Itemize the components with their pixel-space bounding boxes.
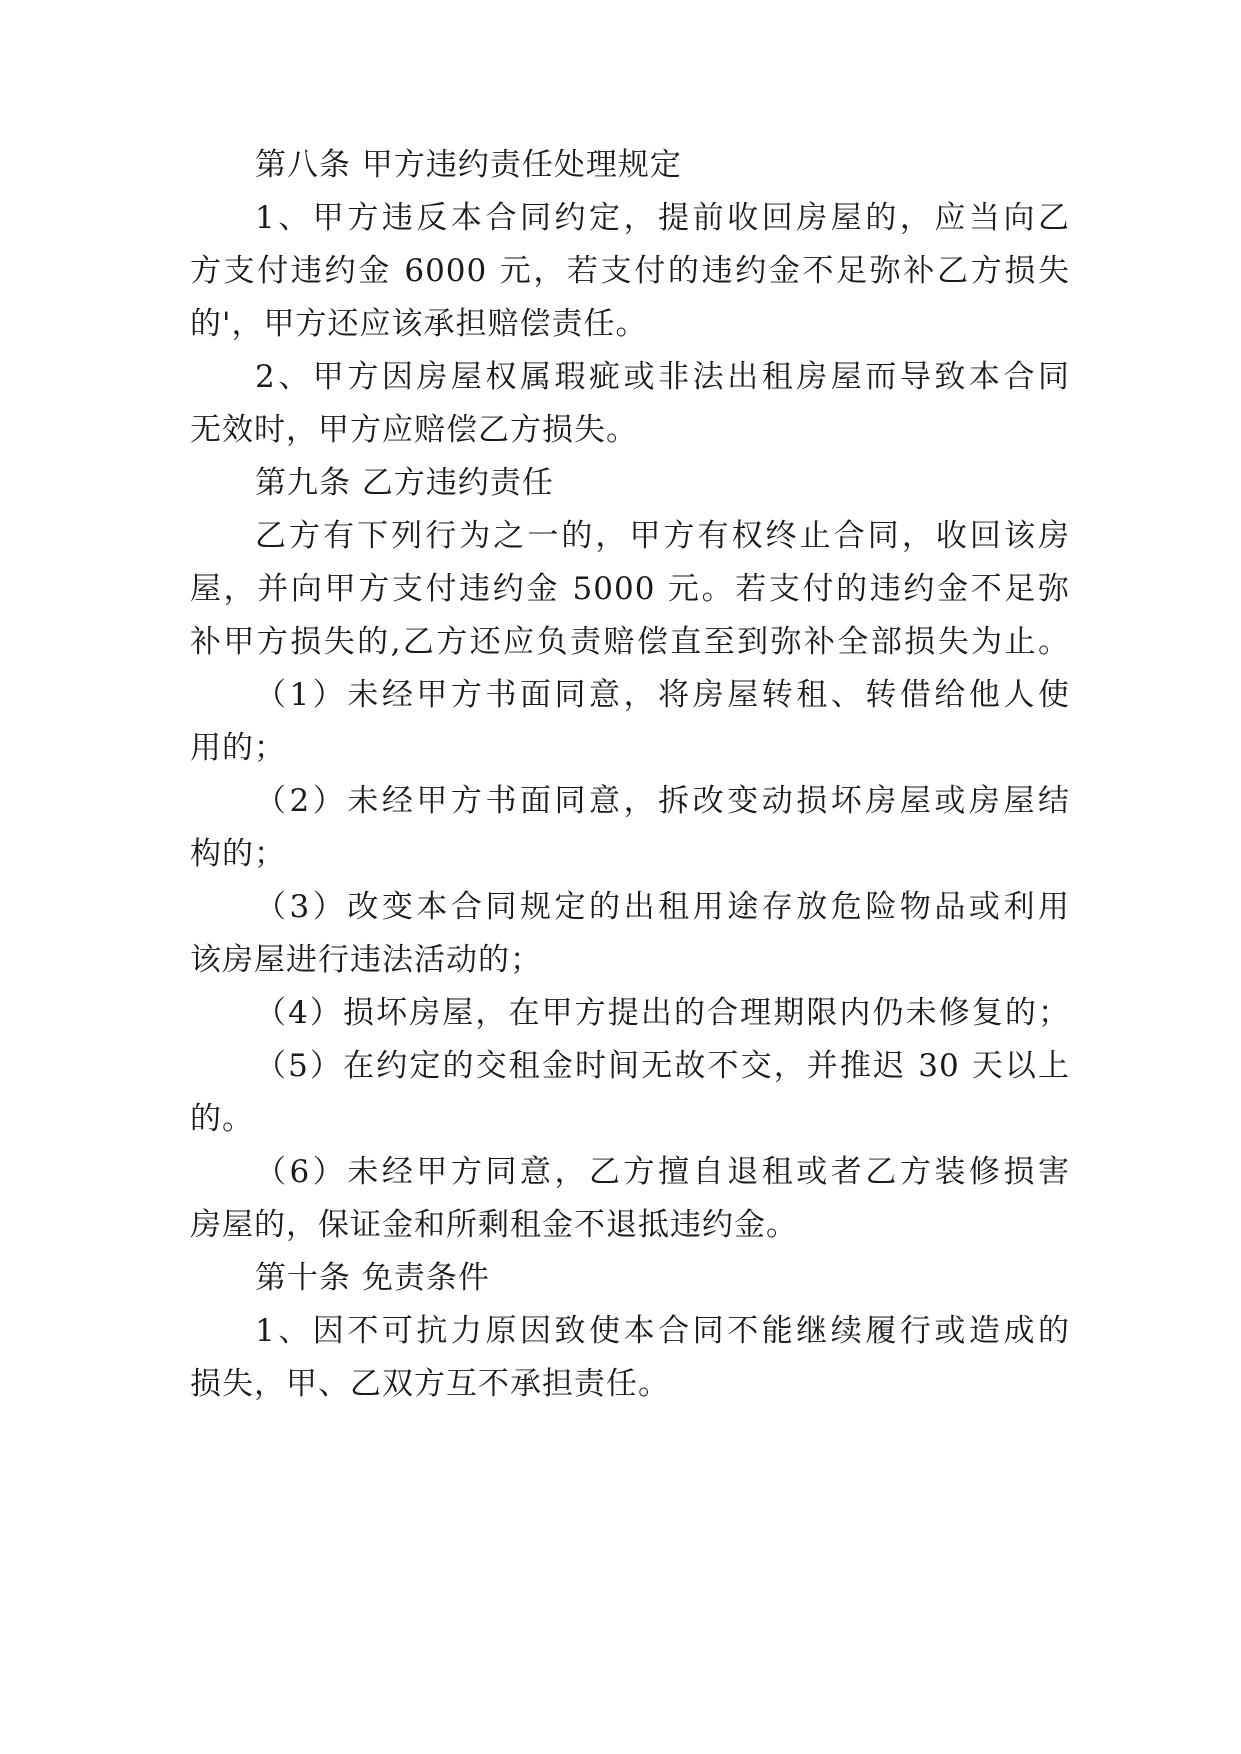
list-item-line: （6）未经甲方同意，乙方擅自退租或者乙方装修损害 bbox=[255, 1154, 1070, 1190]
paragraph-line: 1、甲方违反本合同约定，提前收回房屋的，应当向乙 bbox=[255, 200, 1070, 236]
article-9-heading: 第九条 乙方违约责任 bbox=[255, 465, 554, 501]
paragraph-line: 1、因不可抗力原因致使本合同不能继续履行或造成的 bbox=[255, 1313, 1070, 1349]
list-item-line: （1）未经甲方书面同意，将房屋转租、转借给他人使 bbox=[255, 677, 1070, 713]
list-item-line: （2）未经甲方书面同意，拆改变动损坏房屋或房屋结 bbox=[255, 783, 1070, 819]
list-item-line: 构的； bbox=[190, 836, 286, 872]
list-item-line: （4）损坏房屋，在甲方提出的合理期限内仍未修复的； bbox=[255, 995, 1070, 1031]
list-item-line: （5）在约定的交租金时间无故不交，并推迟 30 天以上 bbox=[255, 1048, 1070, 1084]
article-8-heading: 第八条 甲方违约责任处理规定 bbox=[255, 147, 682, 183]
list-item-line: 该房屋进行违法活动的； bbox=[190, 942, 542, 978]
list-item-line: （3）改变本合同规定的出租用途存放危险物品或利用 bbox=[255, 889, 1070, 925]
article-10-heading: 第十条 免责条件 bbox=[255, 1260, 490, 1296]
paragraph-line: 屋，并向甲方支付违约金 5000 元。若支付的违约金不足弥 bbox=[190, 571, 1070, 607]
paragraph-line: 损失，甲、乙双方互不承担责任。 bbox=[190, 1366, 670, 1402]
paragraph-line: 的'，甲方还应该承担赔偿责任。 bbox=[190, 306, 648, 342]
list-item-line: 房屋的，保证金和所剩租金不退抵违约金。 bbox=[190, 1207, 798, 1243]
paragraph-line: 2、甲方因房屋权属瑕疵或非法出租房屋而导致本合同 bbox=[255, 359, 1070, 395]
paragraph-line: 无效时，甲方应赔偿乙方损失。 bbox=[190, 412, 638, 448]
list-item-line: 用的； bbox=[190, 730, 286, 766]
list-item-line: 的。 bbox=[190, 1101, 254, 1137]
paragraph-line: 乙方有下列行为之一的，甲方有权终止合同，收回该房 bbox=[255, 518, 1070, 554]
paragraph-line: 补甲方损失的,乙方还应负责赔偿直至到弥补全部损失为止。 bbox=[190, 624, 1070, 660]
paragraph-line: 方支付违约金 6000 元，若支付的违约金不足弥补乙方损失 bbox=[190, 253, 1070, 289]
